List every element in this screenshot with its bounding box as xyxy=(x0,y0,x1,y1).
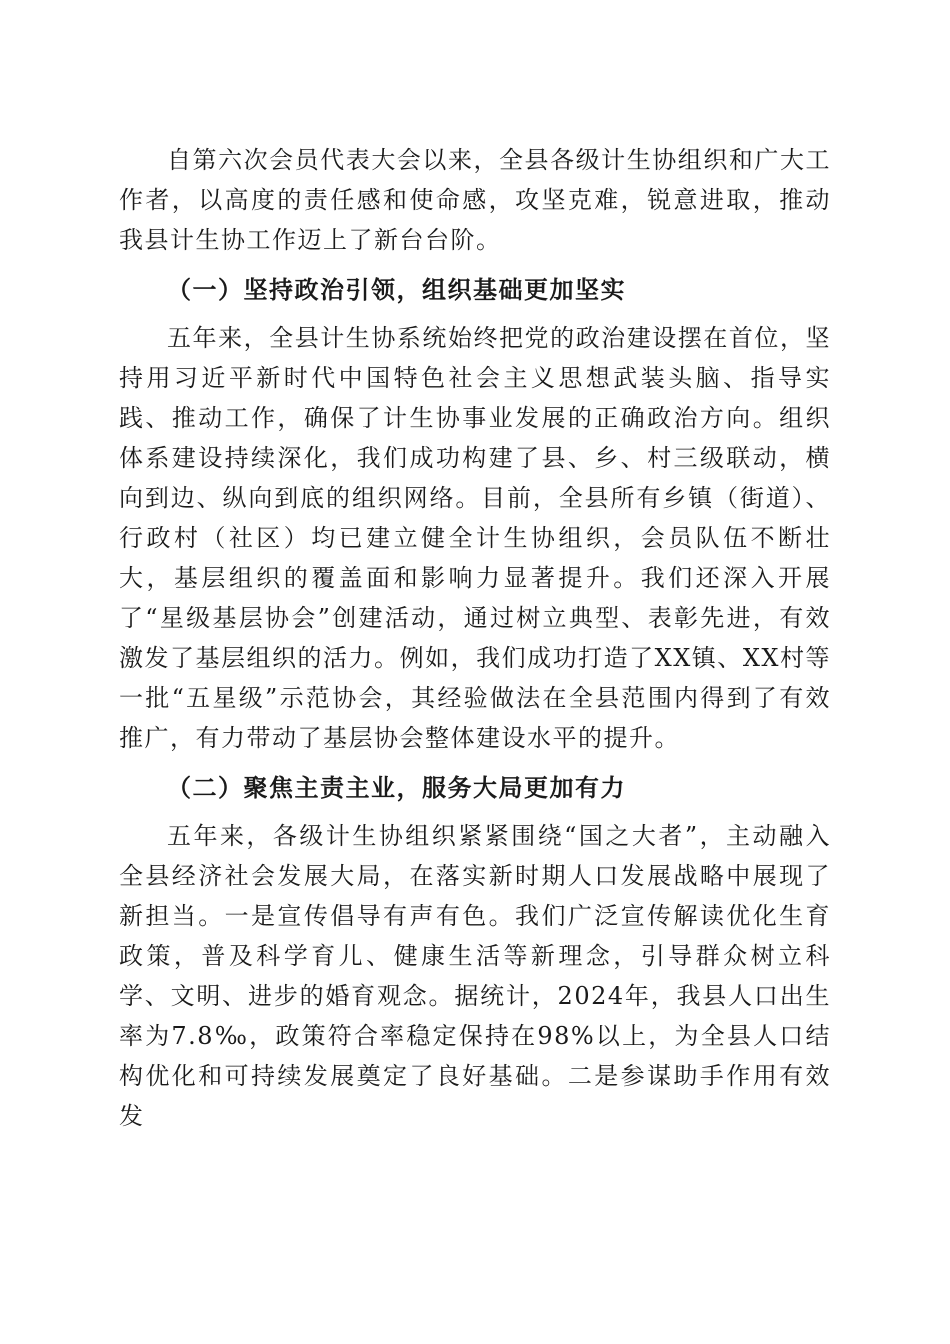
section-heading-1: （一）坚持政治引领，组织基础更加坚实 xyxy=(167,275,626,304)
document-body xyxy=(119,140,831,1136)
paragraph-intro: 自第六次会员代表大会以来，全县各级计生协组织和广大工作者，以高度的责任感和使命感，攻坚克难，锐意进取，推动我县计生协工作迈上了新台台阶。 xyxy=(119,146,831,254)
section-heading-2: （二）聚焦主责主业，服务大局更加有力 xyxy=(167,773,626,802)
paragraph-section-2: 五年来，各级计生协组织紧紧围绕“国之大者”，主动融入全县经济社会发展大局，在落实新时期人口发展战略中展现了新担当。一是宣传倡导有声有色。我们广泛宣传解读优化生育政策，普及科学育儿、健康生活等新理念，引导群众树立科学、文明、进步的婚育观念。据统计，2024年，我县人口出生率为7.8‰，政策符合率稳定保持在98%以上，为全县人口结构优化和可持续发展奠定了良好基础。二是参谋助手作用有效发 xyxy=(119,822,831,1130)
paragraph-section-1: 五年来，全县计生协系统始终把党的政治建设摆在首位，坚持用习近平新时代中国特色社会主义思想武装头脑、指导实践、推动工作，确保了计生协事业发展的正确政治方向。组织体系建设持续深化，我们成功构建了县、乡、村三级联动，横向到边、纵向到底的组织网络。目前，全县所有乡镇（街道）、行政村（社区）均已建立健全计生协组织，会员队伍不断壮大，基层组织的覆盖面和影响力显著提升。我们还深入开展了“星级基层协会”创建活动，通过树立典型、表彰先进，有效激发了基层组织的活力。例如，我们成功打造了XX镇、XX村等一批“五星级”示范协会，其经验做法在全县范围内得到了有效推广，有力带动了基层协会整体建设水平的提升。 xyxy=(119,324,831,752)
